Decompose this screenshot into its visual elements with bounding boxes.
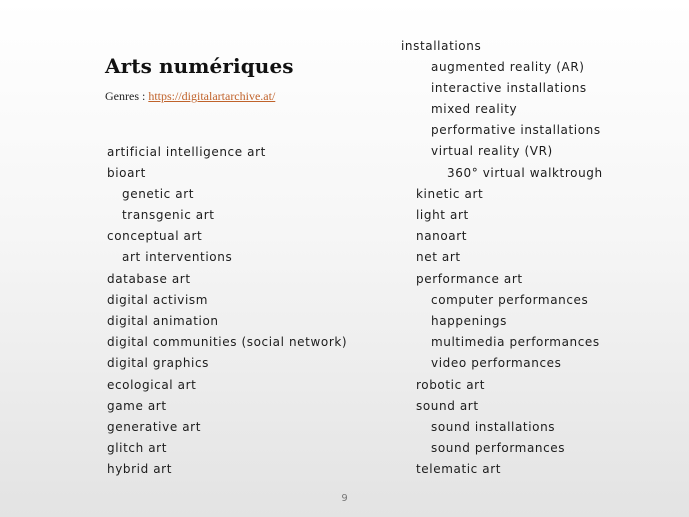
genre-list-item: bioart [107,165,146,180]
genre-list-item: nanoart [416,229,468,244]
genre-list-item: hybrid art [107,462,173,477]
genre-list-item: sound performances [431,441,566,456]
genres-line [105,89,275,104]
genre-list-right [401,36,603,481]
digital-art-archive-link[interactable]: https://digitalartarchive.at/ [148,89,276,103]
genre-list-item: kinetic art [416,186,484,201]
genre-list-item: digital communities (social network) [107,335,348,350]
genre-list-item: net art [416,250,461,265]
genre-list-item: generative art [107,419,202,434]
genre-list-item: digital graphics [107,356,210,371]
genre-list-item: happenings [431,313,507,328]
genre-list-left [107,142,347,481]
genre-list-item: installations [401,38,482,53]
genre-list-item: video performances [431,356,562,371]
genre-list-item: digital activism [107,292,209,307]
genre-list-item: virtual reality (VR) [431,144,553,159]
genre-list-item: artificial intelligence art [107,144,266,159]
genre-list-item: robotic art [416,377,486,392]
genre-list-item: performative installations [431,123,601,138]
genre-list-item: database art [107,271,191,286]
page-number: 9 [341,493,348,504]
genre-list-item: transgenic art [122,208,215,223]
genre-list-item: performance art [416,271,523,286]
genres-prefix: Genres : [105,89,149,103]
genre-list-item: 360° virtual walktrough [447,165,603,180]
genre-list-item: conceptual art [107,229,203,244]
genre-list-item: light art [416,208,469,222]
genre-list-item: interactive installations [431,80,587,95]
genre-list-item: ecological art [107,377,197,392]
genre-list-item: sound art [416,398,479,413]
genre-list-item: multimedia performances [431,335,600,350]
genre-list-item: glitch art [107,441,167,456]
genre-list-item: game art [107,398,167,413]
slide-title: Arts numériques [105,54,294,78]
genre-list-item: augmented reality (AR) [431,59,585,74]
genre-list-item: digital animation [107,314,219,328]
genre-list-item: telematic art [416,462,502,477]
genre-list-item: art interventions [122,250,233,265]
genre-list-item: genetic art [122,186,195,201]
genre-list-item: mixed reality [431,102,518,117]
genre-list-item: computer performances [431,292,589,307]
genre-list-item: sound installations [431,419,556,434]
